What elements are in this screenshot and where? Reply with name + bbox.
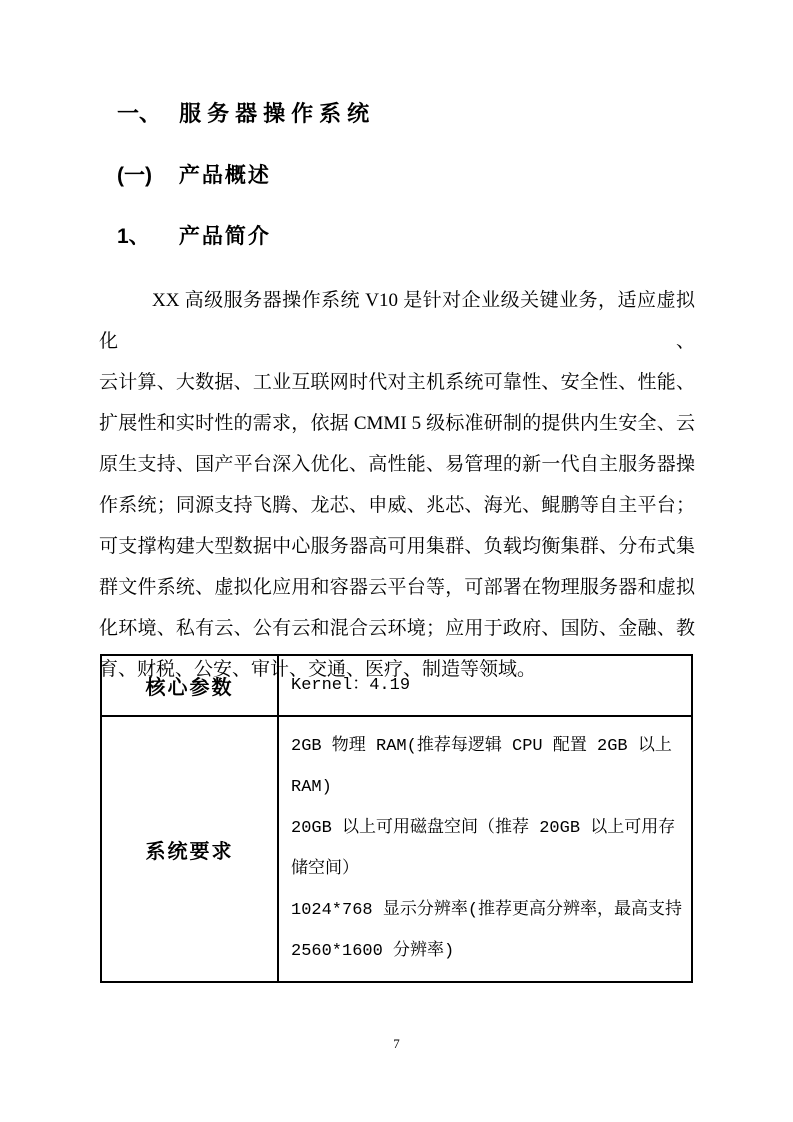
heading-level1-number: 一、 (117, 101, 162, 126)
heading-level2-number: (一) (117, 164, 152, 187)
paragraph-line: 化环境、私有云、公有云和混合云环境；应用于政府、国防、金融、教 (99, 618, 695, 639)
heading-level3-title: 产品简介 (178, 225, 271, 248)
heading-level1-title: 服务器操作系统 (179, 101, 376, 126)
row-value-core-params (278, 655, 692, 716)
paragraph-line: 群文件系统、虚拟化应用和容器云平台等，可部署在物理服务器和虚拟 (99, 577, 695, 598)
paragraph-line: 原生支持、国产平台深入优化、高性能、易管理的新一代自主服务器操 (99, 454, 695, 475)
heading-level2 (117, 164, 271, 187)
intro-paragraph (99, 280, 695, 690)
paragraph-line: 云计算、大数据、工业互联网时代对主机系统可靠性、安全性、性能、 (99, 372, 695, 393)
paragraph-line: 可支撑构建大型数据中心服务器高可用集群、负载均衡集群、分布式集 (99, 536, 695, 557)
paragraph-line: XX 高级服务器操作系统 V10 是针对企业级关键业务，适应虚拟化、 (99, 290, 695, 352)
heading-level1 (117, 102, 375, 126)
heading-level3 (117, 225, 271, 248)
paragraph-line: 作系统；同源支持飞腾、龙芯、申威、兆芯、海光、鲲鹏等自主平台； (99, 495, 695, 516)
paragraph-line: 育、财税、公安、审计、交通、医疗、制造等领域。 (99, 659, 537, 680)
heading-level3-number: 1、 (117, 225, 150, 248)
table-value-line: 2GB 物理 RAM(推荐每逻辑 CPU 配置 2GB 以上 RAM) (291, 737, 672, 797)
table-value-line: 1024*768 显示分辨率(推荐更高分辨率，最高支持 2560*1600 分辨率) (291, 901, 683, 961)
row-label-core-params: 核心参数 (101, 655, 278, 716)
heading-level2-title: 产品概述 (178, 164, 271, 187)
row-value-system-requirements (278, 716, 692, 982)
table-value-line: 20GB 以上可用磁盘空间（推荐 20GB 以上可用存储空间） (291, 819, 676, 879)
table-value-line: Kernel：4.19 (291, 676, 411, 695)
table-row-system-requirements (101, 716, 692, 982)
page-number: 7 (393, 1036, 400, 1051)
table-row-core-params (101, 655, 692, 716)
row-label-system-requirements: 系统要求 (101, 716, 278, 982)
spec-table (100, 654, 693, 983)
paragraph-line: 扩展性和实时性的需求，依据 CMMI 5 级标准研制的提供内生安全、云 (99, 413, 695, 434)
